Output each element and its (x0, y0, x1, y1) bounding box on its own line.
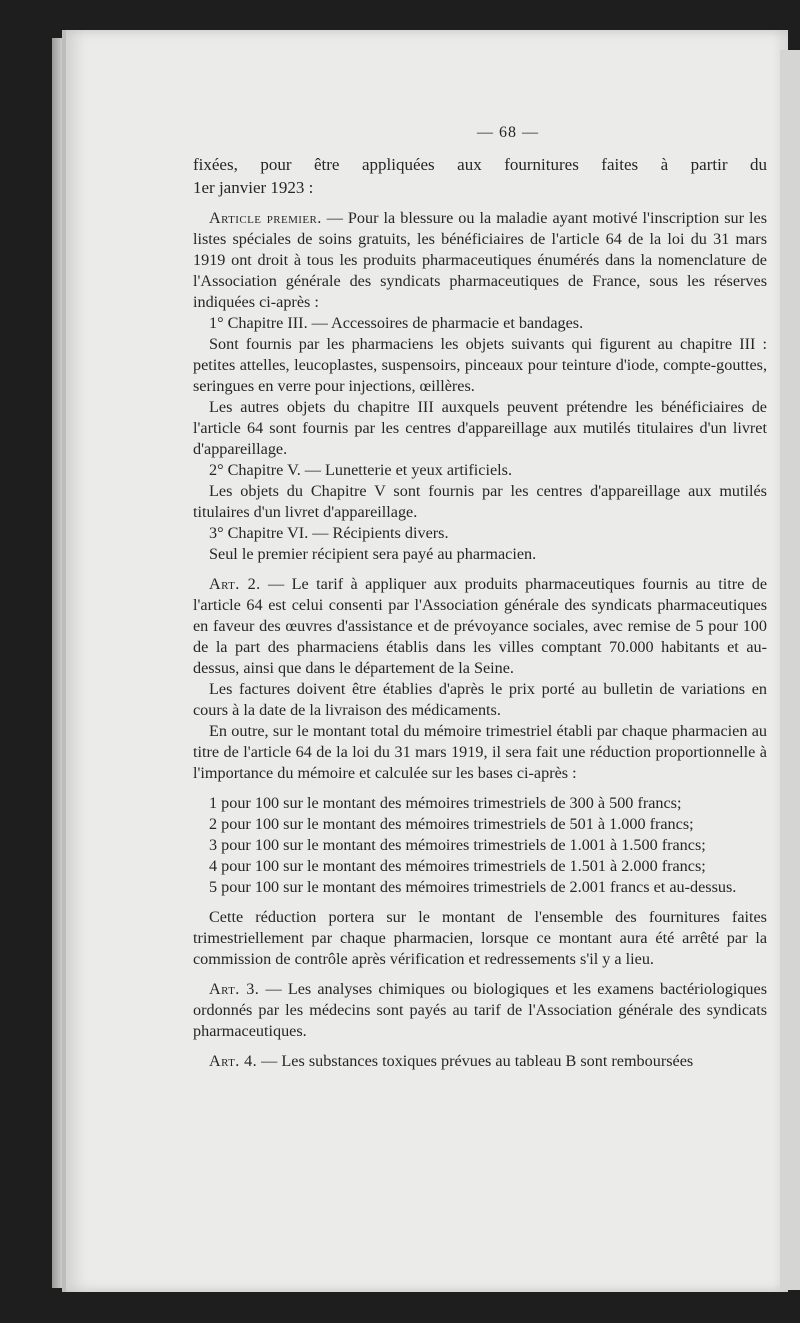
article-3-label: Art. 3. (209, 980, 260, 998)
chapter-5-paragraph-1: Les objets du Chapitre V sont fournis par les centres d'appareillage aux mutilés titulaires d'un livret d'appareillage. (193, 482, 767, 521)
rate-item: 1 pour 100 sur le montant des mémoires trimestriels de 300 à 500 francs; (209, 794, 682, 812)
rate-item: 4 pour 100 sur le montant des mémoires trimestriels de 1.501 à 2.000 francs; (209, 857, 706, 875)
chapter-3-paragraph-1: Sont fournis par les pharmaciens les objets suivants qui figurent au chapitre III : petites attelles, leucoplastes, suspensoirs, pinceaux pour teinture d'iode, compte-gouttes, seringues en verre pour injections, œillères. (193, 335, 767, 395)
article-4-paragraph (193, 1051, 767, 1072)
article-2-paragraph-2: Les factures doivent être établies d'après le prix porté au bulletin de variations en cours à la date de la livraison des médicaments. (193, 680, 767, 719)
article-2-paragraph (193, 574, 767, 679)
rate-item: 5 pour 100 sur le montant des mémoires trimestriels de 2.001 francs et au-dessus. (209, 878, 737, 896)
chapter-6-paragraph-1: Seul le premier récipient sera payé au pharmacien. (209, 545, 537, 563)
rate-item: 2 pour 100 sur le montant des mémoires trimestriels de 501 à 1.000 francs; (209, 815, 694, 833)
article-1-label: Article premier. (209, 209, 322, 227)
chapter-3-title: 1° Chapitre III. — Accessoires de pharmacie et bandages. (209, 314, 584, 332)
article-2-paragraph-4: Cette réduction portera sur le montant de l'ensemble des fournitures faites trimestriellement par chaque pharmacien, lorsque ce montant aura été arrêté par la commission de contrôle après vérification et redressements s'il y a lieu. (193, 908, 767, 968)
article-4-text: — Les substances toxiques prévues au tableau B sont remboursées (261, 1052, 694, 1070)
chapter-3-paragraph-2: Les autres objets du chapitre III auxquels peuvent prétendre les bénéficiaires de l'article 64 sont fournis par les centres d'appareillage aux mutilés titulaires d'un livret d'appareillage. (193, 398, 767, 458)
rates-list (193, 793, 767, 898)
article-2-text: — Le tarif à appliquer aux produits pharmaceutiques fournis au titre de l'article 64 est celui consenti par l'Association générale des syndicats pharmaceutiques en faveur des œuvres d'assistance et de prévoyance sociales, avec remise de 5 pour 100 de la part des pharmaciens établis dans les villes comptant 70.000 habitants et au-dessus, ainsi que dans le département de la Seine. (193, 575, 768, 677)
article-1-paragraph (193, 208, 767, 313)
facing-page-strip (780, 50, 800, 1290)
article-2-label: Art. 2. (209, 575, 261, 593)
article-3-paragraph (193, 979, 767, 1042)
article-2-paragraph-3: En outre, sur le montant total du mémoire trimestriel établi par chaque pharmacien au titre de l'article 64 de la loi du 31 mars 1919, il sera fait une réduction proportionnelle à l'importance du mémoire et calculée sur les bases ci-après : (193, 722, 767, 782)
chapter-6-title: 3° Chapitre VI. — Récipients divers. (209, 524, 449, 542)
chapter-5-title: 2° Chapitre V. — Lunetterie et yeux artificiels. (209, 461, 513, 479)
intro-paragraph (193, 153, 767, 199)
article-1-text: — Pour la blessure ou la maladie ayant motivé l'inscription sur les listes spéciales de soins gratuits, les bénéficiaires de l'article 64 de la loi du 31 mars 1919 ont droit à tous les produits pharmaceutiques énumérés dans la nomenclature de l'Association générale des syndicats pharmaceutiques de France, sous les réserves indiquées ci-après : (193, 209, 767, 311)
rate-item: 3 pour 100 sur le montant des mémoires trimestriels de 1.001 à 1.500 francs; (209, 836, 706, 854)
article-4-label: Art. 4. (209, 1052, 258, 1070)
intro-line-1: fixées, pour être appliquées aux fournitures faites à partir du (193, 155, 767, 174)
intro-line-2: 1er janvier 1923 : (193, 178, 314, 197)
page-number: — 68 — (477, 124, 539, 141)
document-text-block (193, 122, 767, 1072)
article-3-text: — Les analyses chimiques ou biologiques et les examens bactériologiques ordonnés par les médecins sont payés au tarif de l'Association générale des syndicats pharmaceutiques. (193, 980, 768, 1040)
